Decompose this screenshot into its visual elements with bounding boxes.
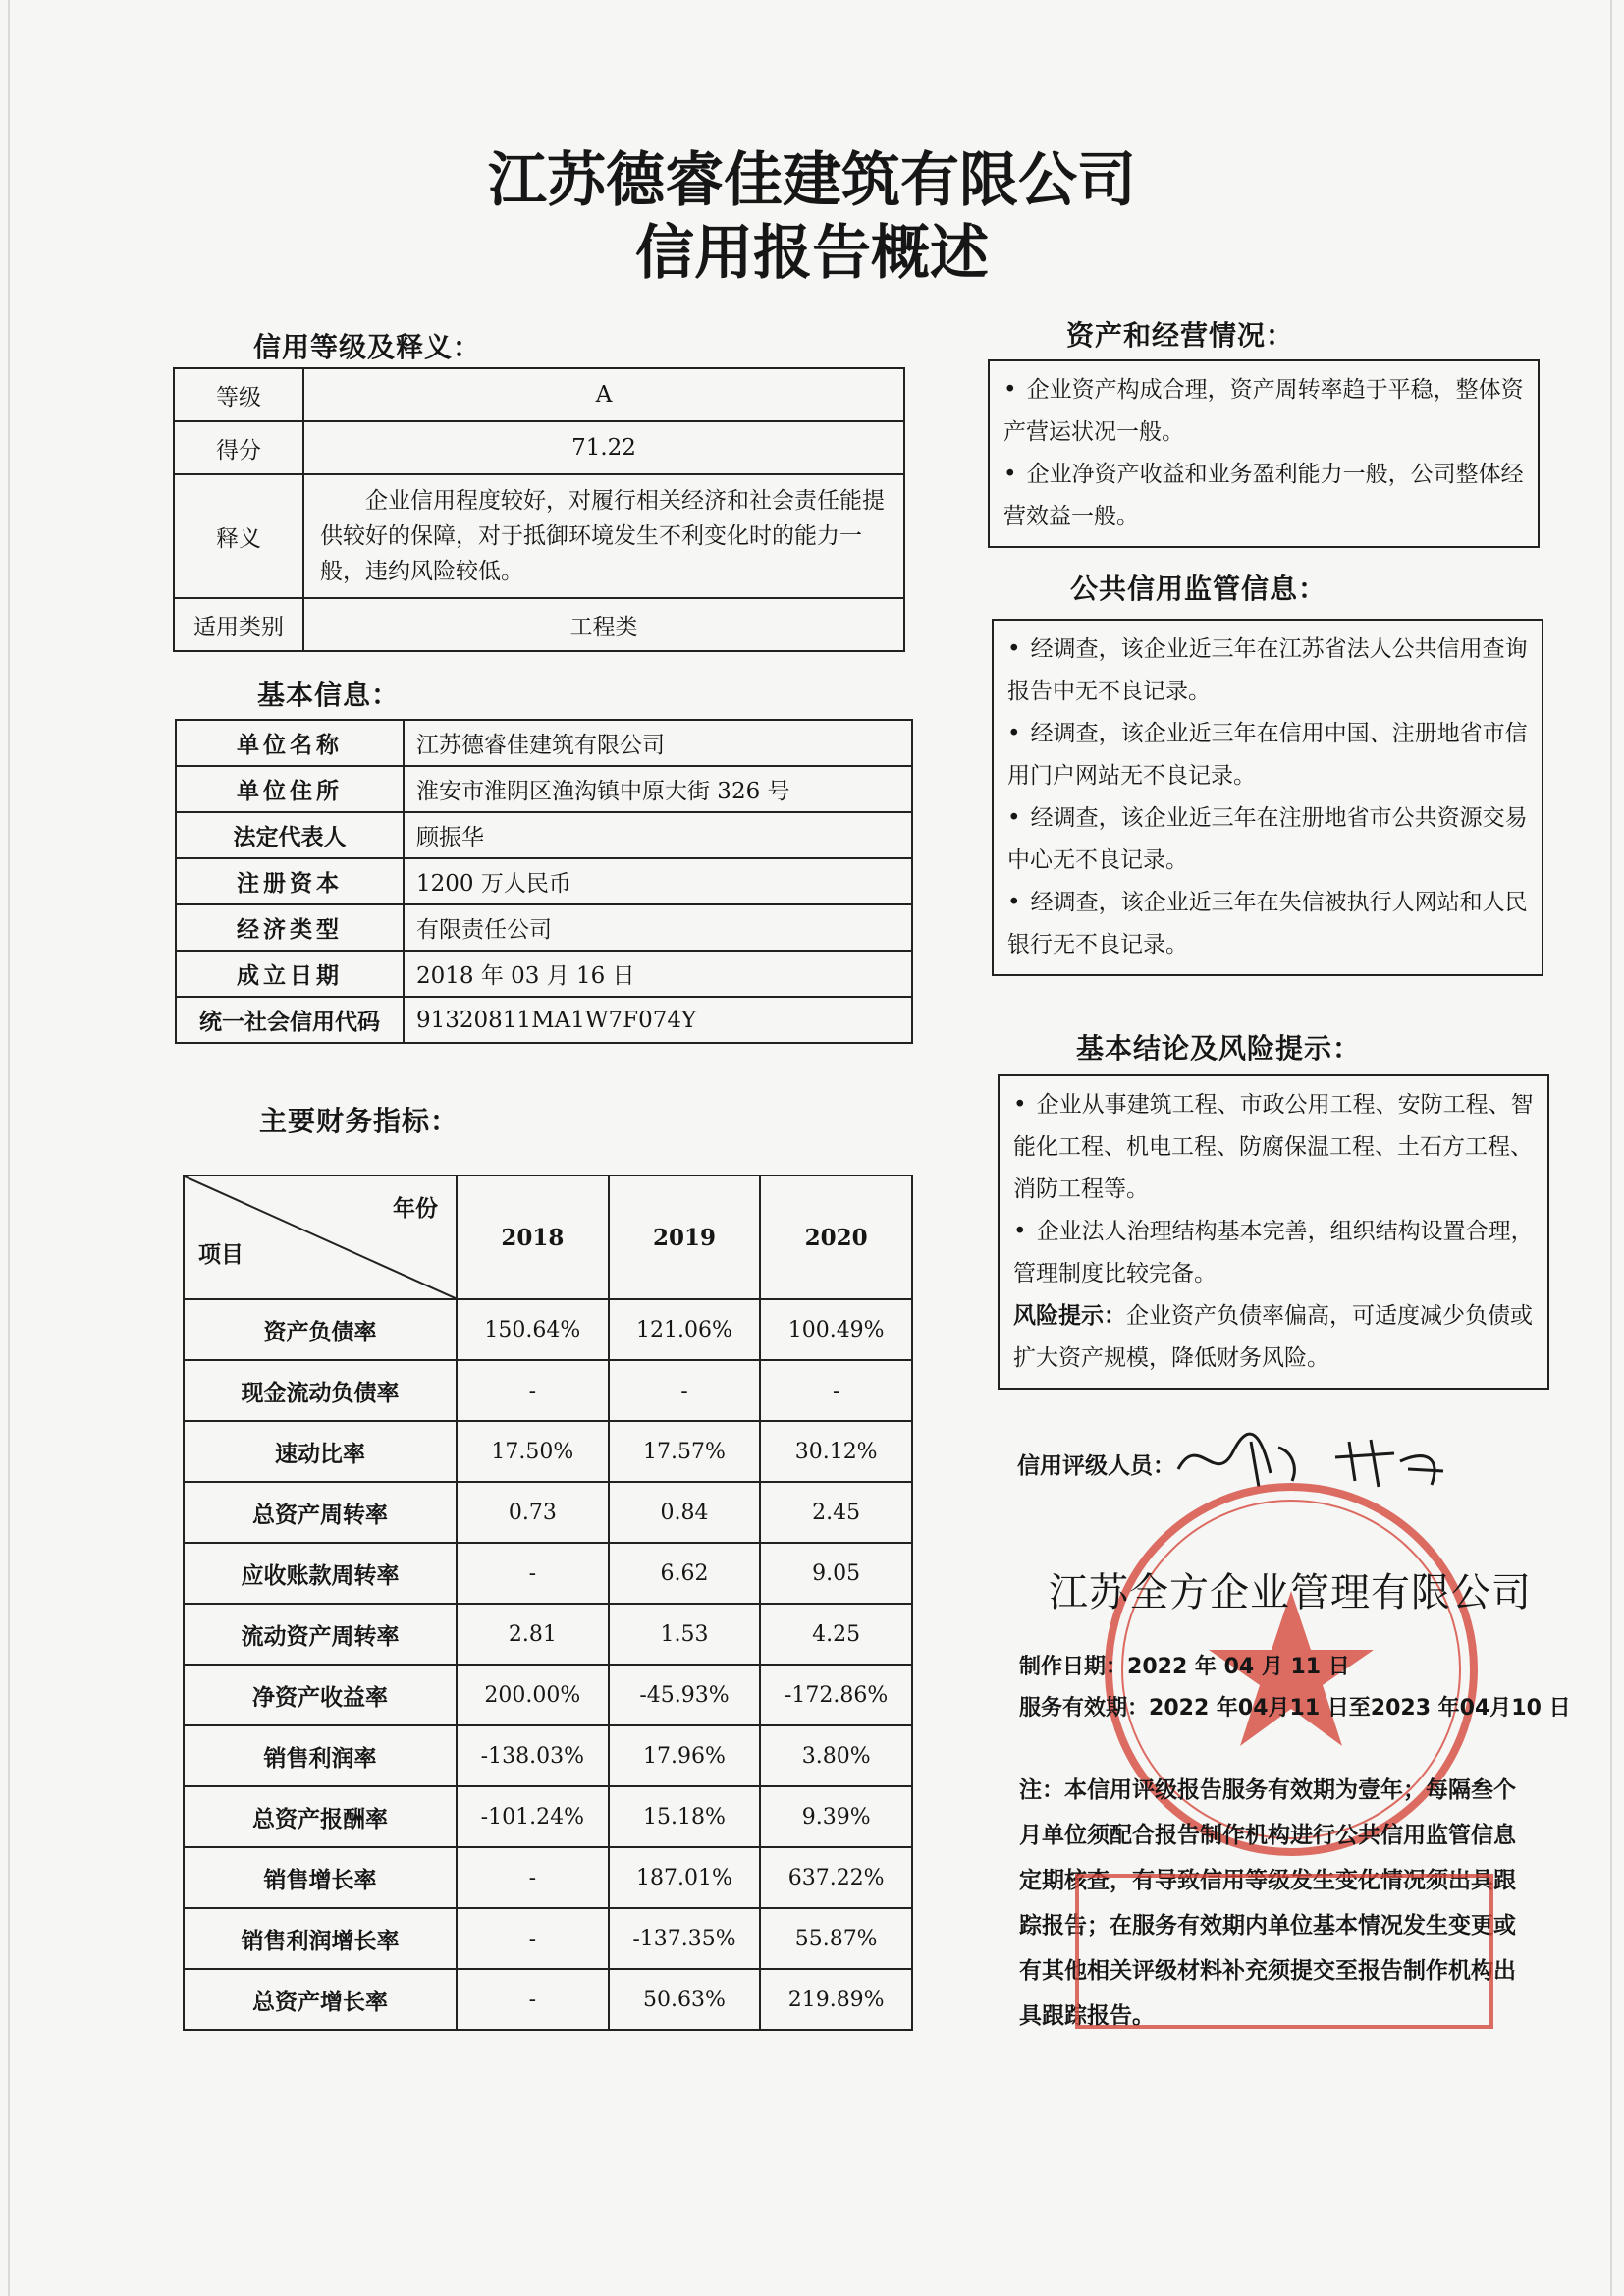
- public-bullet: [1007, 797, 1528, 882]
- metric-name: 应收账款周转率: [184, 1543, 457, 1604]
- metric-value: 4.25: [760, 1604, 912, 1665]
- risk-note: [1013, 1295, 1534, 1380]
- basic-value: 江苏德睿佳建筑有限公司: [404, 720, 912, 766]
- public-bullet: [1007, 629, 1528, 713]
- metric-value: -: [760, 1360, 912, 1421]
- left-page-edge: [8, 0, 10, 2296]
- made-date-line: [1019, 1650, 1350, 1680]
- made-date-label: 制作日期：: [1019, 1655, 1128, 1679]
- metric-value: -: [457, 1847, 609, 1908]
- metric-value: 0.84: [609, 1482, 761, 1543]
- basic-label: 成立日期: [176, 951, 404, 997]
- year-header: 2018: [457, 1175, 609, 1299]
- metric-value: 637.22%: [760, 1847, 912, 1908]
- basic-label: 单位住所: [176, 766, 404, 812]
- finance-row: [184, 1360, 912, 1421]
- finance-section-heading: 主要财务指标：: [259, 1105, 460, 1137]
- metric-value: -138.03%: [457, 1725, 609, 1786]
- score-value: 71.22: [303, 421, 904, 474]
- bullet-dot-icon: •: [1003, 462, 1017, 487]
- finance-row: [184, 1969, 912, 2030]
- finance-row: [184, 1847, 912, 1908]
- basic-label: 注册资本: [176, 858, 404, 904]
- definition-value: 企业信用程度较好，对履行相关经济和社会责任能提供较好的保障，对于抵御环境发生不利变化时的能力一般，违约风险较低。: [303, 474, 904, 598]
- valid-period-label: 服务有效期：: [1019, 1696, 1150, 1721]
- metric-name: 总资产周转率: [184, 1482, 457, 1543]
- metric-value: 187.01%: [609, 1847, 761, 1908]
- metric-value: -101.24%: [457, 1786, 609, 1847]
- metric-value: 2.45: [760, 1482, 912, 1543]
- basic-row: [176, 997, 912, 1043]
- finance-header-row: [184, 1175, 912, 1299]
- metric-name: 销售利润率: [184, 1725, 457, 1786]
- basic-value: 2018 年 03 月 16 日: [404, 951, 912, 997]
- bullet-dot-icon: •: [1003, 377, 1017, 403]
- public-bullet-text: 经调查，该企业近三年在失信被执行人网站和人民银行无不良记录。: [1007, 890, 1528, 957]
- year-header: 2020: [760, 1175, 912, 1299]
- basic-row: [176, 720, 912, 766]
- public-bullet-text: 经调查，该企业近三年在信用中国、注册地省市信用门户网站无不良记录。: [1007, 721, 1528, 789]
- assets-section-heading: 资产和经营情况：: [1066, 319, 1295, 352]
- metric-value: -172.86%: [760, 1665, 912, 1725]
- basic-row: [176, 858, 912, 904]
- metric-value: -: [457, 1969, 609, 2030]
- basic-row: [176, 766, 912, 812]
- public-section-heading: 公共信用监管信息：: [1070, 573, 1327, 605]
- metric-value: -: [609, 1360, 761, 1421]
- report-title-line2: 信用报告概述: [635, 219, 989, 288]
- definition-row: [174, 474, 904, 598]
- risk-label: 风险提示：: [1013, 1303, 1126, 1329]
- basic-row: [176, 951, 912, 997]
- basic-value: 1200 万人民币: [404, 858, 912, 904]
- issuer-company-name: 江苏全方企业管理有限公司: [1049, 1570, 1532, 1615]
- assets-bullet: [1003, 454, 1524, 538]
- metric-name: 净资产收益率: [184, 1665, 457, 1725]
- basic-value: 顾振华: [404, 812, 912, 858]
- conclusion-box: [998, 1074, 1549, 1390]
- grade-table: [173, 367, 905, 652]
- metric-value: 50.63%: [609, 1969, 761, 2030]
- metric-name: 总资产报酬率: [184, 1786, 457, 1847]
- public-bullet-text: 经调查，该企业近三年在注册地省市公共资源交易中心无不良记录。: [1007, 805, 1528, 873]
- bullet-dot-icon: •: [1013, 1092, 1027, 1118]
- metric-value: 3.80%: [760, 1725, 912, 1786]
- grade-value: A: [303, 368, 904, 421]
- bullet-dot-icon: •: [1013, 1219, 1027, 1244]
- signer-label: 信用评级人员：: [1017, 1453, 1175, 1479]
- finance-rows: [184, 1299, 912, 2030]
- year-header: 2019: [609, 1175, 761, 1299]
- corner-header-cell: [184, 1175, 457, 1299]
- assets-box: [988, 359, 1540, 548]
- valid-period-value: 2022 年04月11 日至2023 年04月10 日: [1149, 1696, 1571, 1721]
- metric-name: 速动比率: [184, 1421, 457, 1482]
- metric-name: 总资产增长率: [184, 1969, 457, 2030]
- metric-value: 121.06%: [609, 1299, 761, 1360]
- assets-bullet: [1003, 369, 1524, 454]
- metric-name: 销售增长率: [184, 1847, 457, 1908]
- conclusion-section-heading: 基本结论及风险提示：: [1076, 1032, 1362, 1065]
- public-bullet: [1007, 713, 1528, 797]
- made-date-value: 2022 年 04 月 11 日: [1127, 1655, 1350, 1679]
- basic-label: 法定代表人: [176, 812, 404, 858]
- category-label: 适用类别: [174, 598, 303, 651]
- report-stamp: [1075, 1874, 1493, 2029]
- grade-label: 等级: [174, 368, 303, 421]
- metric-value: 1.53: [609, 1604, 761, 1665]
- conclusion-bullet-text: 企业从事建筑工程、市政公用工程、安防工程、智能化工程、机电工程、防腐保温工程、土石方工程、消防工程等。: [1013, 1092, 1534, 1202]
- valid-period-line: [1019, 1691, 1571, 1722]
- public-box: [992, 619, 1543, 976]
- public-bullet-text: 经调查，该企业近三年在江苏省法人公共信用查询报告中无不良记录。: [1007, 636, 1528, 704]
- category-value: 工程类: [303, 598, 904, 651]
- basic-value: 淮安市淮阴区渔沟镇中原大街 326 号: [404, 766, 912, 812]
- metric-value: 17.50%: [457, 1421, 609, 1482]
- basic-label: 统一社会信用代码: [176, 997, 404, 1043]
- finance-row: [184, 1299, 912, 1360]
- metric-value: 219.89%: [760, 1969, 912, 2030]
- public-bullet: [1007, 882, 1528, 966]
- basic-row: [176, 904, 912, 951]
- metric-value: -: [457, 1360, 609, 1421]
- conclusion-bullet: [1013, 1084, 1534, 1211]
- finance-row: [184, 1786, 912, 1847]
- finance-table: [183, 1175, 913, 2031]
- bullet-dot-icon: •: [1007, 890, 1021, 915]
- bullet-dot-icon: •: [1007, 721, 1021, 746]
- basic-label: 单位名称: [176, 720, 404, 766]
- metric-value: 15.18%: [609, 1786, 761, 1847]
- category-row: [174, 598, 904, 651]
- conclusion-bullet-text: 企业法人治理结构基本完善，组织结构设置合理，管理制度比较完备。: [1013, 1219, 1534, 1286]
- metric-value: 17.57%: [609, 1421, 761, 1482]
- finance-row: [184, 1543, 912, 1604]
- basic-section-heading: 基本信息：: [257, 679, 401, 711]
- grade-row: [174, 368, 904, 421]
- metric-value: -137.35%: [609, 1908, 761, 1969]
- basic-info-table: [175, 719, 913, 1044]
- metric-value: 150.64%: [457, 1299, 609, 1360]
- metric-name: 销售利润增长率: [184, 1908, 457, 1969]
- definition-label: 释义: [174, 474, 303, 598]
- corner-year-label: 年份: [393, 1196, 438, 1222]
- metric-name: 现金流动负债率: [184, 1360, 457, 1421]
- metric-name: 流动资产周转率: [184, 1604, 457, 1665]
- score-row: [174, 421, 904, 474]
- risk-text: 企业资产负债率偏高，可适度减少负债或扩大资产规模，降低财务风险。: [1013, 1303, 1533, 1371]
- report-title-line1: 江苏德睿佳建筑有限公司: [488, 146, 1136, 215]
- right-page-edge: [1610, 0, 1612, 2296]
- basic-label: 经济类型: [176, 904, 404, 951]
- metric-value: 0.73: [457, 1482, 609, 1543]
- corner-item-label: 项目: [198, 1242, 244, 1268]
- metric-value: -45.93%: [609, 1665, 761, 1725]
- finance-row: [184, 1908, 912, 1969]
- metric-value: -: [457, 1543, 609, 1604]
- bullet-dot-icon: •: [1007, 636, 1021, 662]
- finance-row: [184, 1604, 912, 1665]
- grade-section-heading: 信用等级及释义：: [253, 331, 482, 363]
- finance-row: [184, 1421, 912, 1482]
- finance-row: [184, 1482, 912, 1543]
- metric-value: 6.62: [609, 1543, 761, 1604]
- bullet-dot-icon: •: [1007, 805, 1021, 831]
- metric-value: -: [457, 1908, 609, 1969]
- basic-value: 91320811MA1W7F074Y: [404, 997, 912, 1043]
- score-label: 得分: [174, 421, 303, 474]
- assets-bullet-text: 企业净资产收益和业务盈利能力一般，公司整体经营效益一般。: [1003, 462, 1524, 529]
- basic-row: [176, 812, 912, 858]
- metric-name: 资产负债率: [184, 1299, 457, 1360]
- validity-note: 注：本信用评级报告服务有效期为壹年；每隔叁个月单位须配合报告制作机构进行公共信用监管信息定期核查，有导致信用等级发生变化情况须出具跟踪报告；在服务有效期内单位基本情况发生变更或有其他相关评级材料补充须提交至报告制作机构出具跟踪报告。: [1019, 1777, 1516, 2029]
- conclusion-bullet: [1013, 1211, 1534, 1295]
- basic-value: 有限责任公司: [404, 904, 912, 951]
- finance-row: [184, 1725, 912, 1786]
- metric-value: 9.39%: [760, 1786, 912, 1847]
- metric-value: 2.81: [457, 1604, 609, 1665]
- metric-value: 17.96%: [609, 1725, 761, 1786]
- metric-value: 55.87%: [760, 1908, 912, 1969]
- finance-row: [184, 1665, 912, 1725]
- metric-value: 200.00%: [457, 1665, 609, 1725]
- metric-value: 100.49%: [760, 1299, 912, 1360]
- assets-bullet-text: 企业资产构成合理，资产周转率趋于平稳，整体资产营运状况一般。: [1003, 377, 1524, 445]
- metric-value: 30.12%: [760, 1421, 912, 1482]
- metric-value: 9.05: [760, 1543, 912, 1604]
